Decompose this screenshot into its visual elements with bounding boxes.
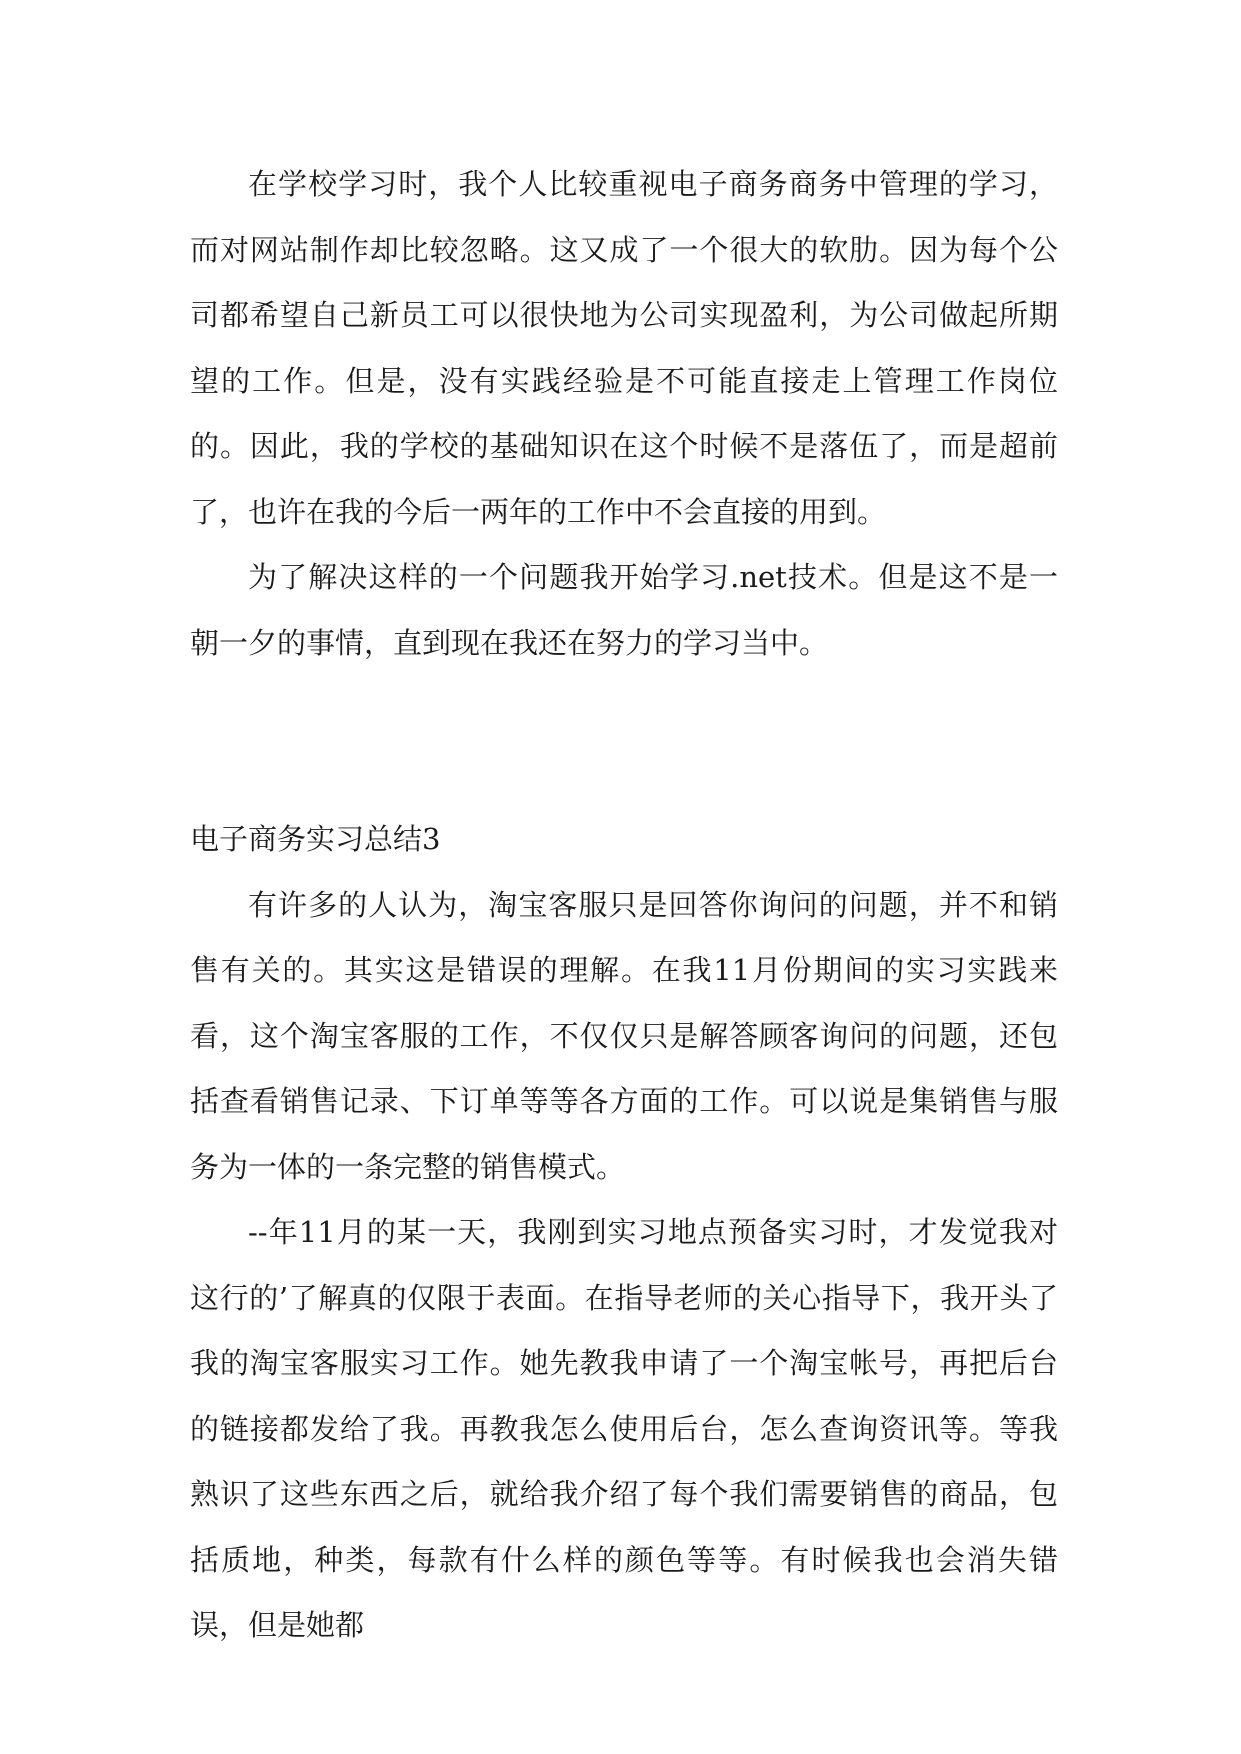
section-title: 电子商务实习总结3 — [190, 822, 441, 856]
paragraph-study-focus: 在学校学习时，我个人比较重视电子商务商务中管理的学习，而对网站制作却比较忽略。这又成了一个很大的软肋。因为每个公司都希望自己新员工可以很快地为公司实现盈利，为公司做起所期望的工作。但是，没有实践经验是不可能直接走上管理工作岗位的。因此，我的学校的基础知识在这个时候不是落伍了，而是超前了，也许在我的今后一两年的工作中不会直接的用到。 — [190, 167, 1058, 529]
paragraph-internship-start: --年11月的某一天，我刚到实习地点预备实习时，才发觉我对这行的’了解真的仅限于表面。在指导老师的关心指导下，我开头了我的淘宝客服实习工作。她先教我申请了一个淘宝帐号，再把后台的链接都发给了我。再教我怎么使用后台，怎么查询资讯等。等我熟识了这些东西之后，就给我介绍了每个我们需要销售的商品，包括质地，种类，每款有什么样的颜色等等。有时候我也会消失错误，但是她都 — [190, 1215, 1058, 1642]
document-body — [190, 152, 1058, 1659]
paragraph-net-learning: 为了解决这样的一个问题我开始学习.net技术。但是这不是一朝一夕的事情，直到现在我还在努力的学习当中。 — [190, 560, 1058, 660]
paragraph-taobao-service: 有许多的人认为，淘宝客服只是回答你询问的问题，并不和销售有关的。其实这是错误的理解。在我11月份期间的实习实践来看，这个淘宝客服的工作，不仅仅只是解答顾客询问的问题，还包括查看销售记录、下订单等等各方面的工作。可以说是集销售与服务为一体的一条完整的销售模式。 — [190, 887, 1058, 1184]
